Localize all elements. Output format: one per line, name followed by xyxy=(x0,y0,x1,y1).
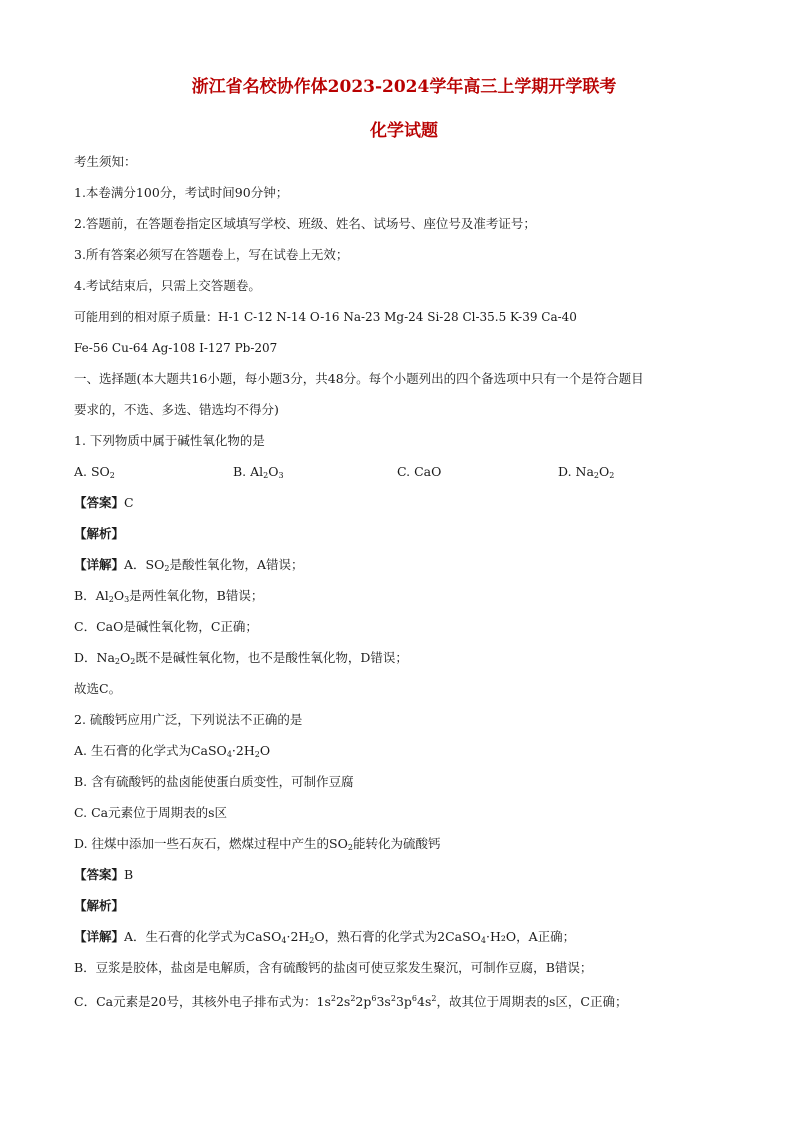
option-c: C. CaO xyxy=(397,464,442,479)
question-1-detail-c: C．CaO是碱性氧化物，C正确； xyxy=(74,619,258,634)
question-2-detail-b: B．豆浆是胶体，盐卤是电解质，含有硫酸钙的盐卤可使豆浆发生聚沉，可制作豆腐，B错误； xyxy=(74,960,593,975)
question-1-conclusion: 故选C。 xyxy=(74,681,122,696)
option-d: D. $Na_2O_2$ xyxy=(558,464,615,480)
option-a: A. $SO_2$ xyxy=(74,464,115,480)
notice-item: 4.考试结束后，只需上交答题卷。 xyxy=(74,278,261,293)
atomic-masses-line: Fe-56 Cu-64 Ag-108 I-127 Pb-207 xyxy=(74,341,278,355)
question-1-options xyxy=(74,464,734,482)
notice-item: 3.所有答案必须写在答题卷上，写在试卷上无效； xyxy=(74,247,349,262)
document-subtitle: 化学试题 xyxy=(370,121,438,141)
option-b: B. $Al_2O_3$ xyxy=(233,464,284,480)
question-1-detail-d: D．$Na_2O_2$既不是碱性氧化物，也不是酸性氧化物，D错误； xyxy=(74,650,408,666)
question-2-stem: 2. 硫酸钙应用广泛，下列说法不正确的是 xyxy=(74,712,303,727)
option-a: A. 生石膏的化学式为$CaSO_4\cdot 2H_2O$ xyxy=(74,743,271,759)
question-2-analysis-label: 【解析】 xyxy=(74,898,125,913)
document-title: 浙江省名校协作体2023-2024学年高三上学期开学联考 xyxy=(191,77,617,97)
option-d: D. 往煤中添加一些石灰石，燃煤过程中产生的$SO_2$能转化为硫酸钙 xyxy=(74,836,441,852)
section-heading-cont: 要求的，不选、多选、错选均不得分) xyxy=(74,402,279,417)
question-2-detail-c: C．Ca元素是20号，其核外电子排布式为：$1s^22s^22p^63s^23p^64s^2$，故其位于周期表的s区，C正确； xyxy=(74,994,628,1009)
question-1-detail-a: 【详解】A．$SO_2$是酸性氧化物，A错误； xyxy=(74,557,304,573)
option-c: C. Ca元素位于周期表的s区 xyxy=(74,805,227,820)
notice-heading: 考生须知： xyxy=(74,154,137,169)
notice-item: 1.本卷满分100分，考试时间90分钟； xyxy=(74,185,289,200)
section-heading: 一、选择题(本大题共16小题，每小题3分，共48分。每个小题列出的四个备选项中只有一个是符合题目 xyxy=(74,371,644,386)
question-2-detail-a: 【详解】A．生石膏的化学式为$CaSO_4\cdot 2H_2O$，熟石膏的化学式为2CaSO$_4$·H₂O，A正确； xyxy=(74,929,576,945)
question-1-stem: 1. 下列物质中属于碱性氧化物的是 xyxy=(74,433,265,448)
question-1-detail-b: B．$Al_2O_3$是两性氧化物，B错误； xyxy=(74,588,264,604)
option-b: B. 含有硫酸钙的盐卤能使蛋白质变性，可制作豆腐 xyxy=(74,774,354,789)
question-2-answer: 【答案】B xyxy=(74,867,134,882)
question-1-answer: 【答案】C xyxy=(74,495,134,510)
notice-item: 2.答题前，在答题卷指定区域填写学校、班级、姓名、试场号、座位号及准考证号； xyxy=(74,216,536,231)
atomic-masses-line: 可能用到的相对原子质量：H-1 C-12 N-14 O-16 Na-23 Mg-24 Si-28 Cl-35.5 K-39 Ca-40 xyxy=(74,310,577,324)
question-1-analysis-label: 【解析】 xyxy=(74,526,125,541)
